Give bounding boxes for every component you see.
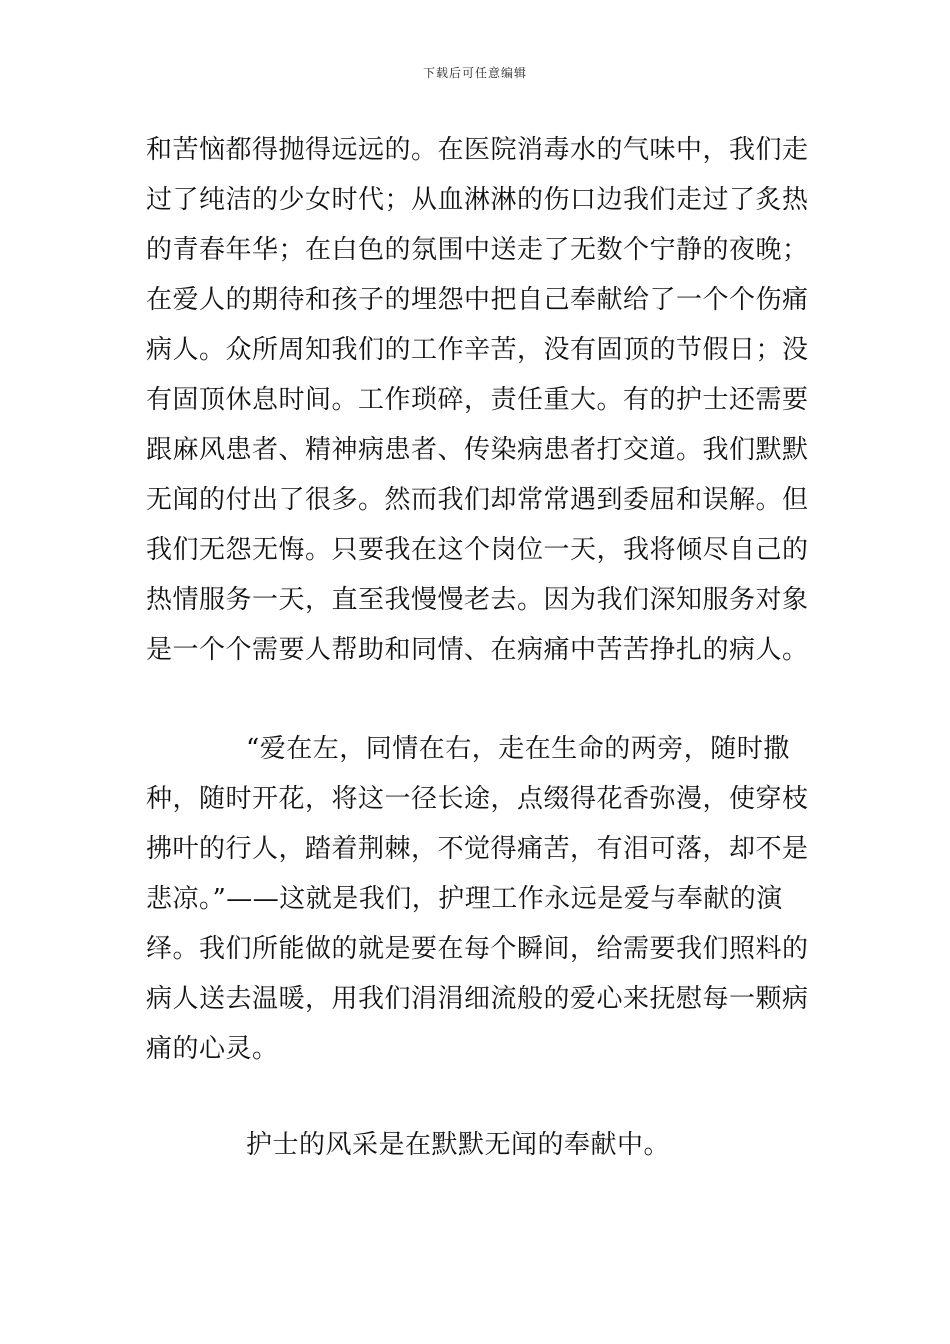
text-line: 过了纯洁的少女时代；从血淋淋的伤口边我们走过了炙热 — [146, 185, 809, 215]
text-line: 的青春年华；在白色的氛围中送走了无数个宁静的夜晚； — [146, 235, 809, 265]
text-line: 有固顶休息时间。工作琐碎，责任重大。有的护士还需要 — [146, 385, 809, 415]
text-line: 拂叶的行人，踏着荆棘，不觉得痛苦，有泪可落，却不是 — [146, 834, 809, 864]
text-line: 悲凉。”——这就是我们，护理工作永远是爱与奉献的演 — [146, 884, 783, 914]
header-note: 下载后可任意编辑 — [422, 66, 527, 80]
text-line: 跟麻风患者、精神病患者、传染病患者打交道。我们默默 — [146, 435, 809, 465]
text-line: 我们无怨无悔。只要我在这个岗位一天，我将倾尽自己的 — [146, 535, 809, 565]
text-line: 病人送去温暖，用我们涓涓细流般的爱心来抚慰每一颗病 — [146, 984, 809, 1014]
text-line: 是一个个需要人帮助和同情、在病痛中苦苦挣扎的病人。 — [146, 635, 809, 665]
text-line: 热情服务一天，直至我慢慢老去。因为我们深知服务对象 — [146, 585, 809, 615]
text-line: 绎。我们所能做的就是要在每个瞬间，给需要我们照料的 — [146, 934, 809, 964]
text-line: 病人。众所周知我们的工作辛苦，没有固顶的节假日；没 — [146, 335, 809, 365]
text-line: 和苦恼都得抛得远远的。在医院消毒水的气味中，我们走 — [146, 135, 809, 165]
text-line: 护士的风采是在默默无闻的奉献中。 — [246, 1130, 671, 1160]
text-line: 在爱人的期待和孩子的埋怨中把自己奉献给了一个个伤痛 — [146, 285, 809, 315]
text-line: “爱在左，同情在右，走在生命的两旁，随时撒 — [246, 734, 790, 764]
text-line: 无闻的付出了很多。然而我们却常常遇到委屈和误解。但 — [146, 485, 809, 515]
text-line: 痛的心灵。 — [146, 1034, 279, 1064]
text-line: 种，随时开花，将这一径长途，点缀得花香弥漫，使穿枝 — [146, 784, 809, 814]
